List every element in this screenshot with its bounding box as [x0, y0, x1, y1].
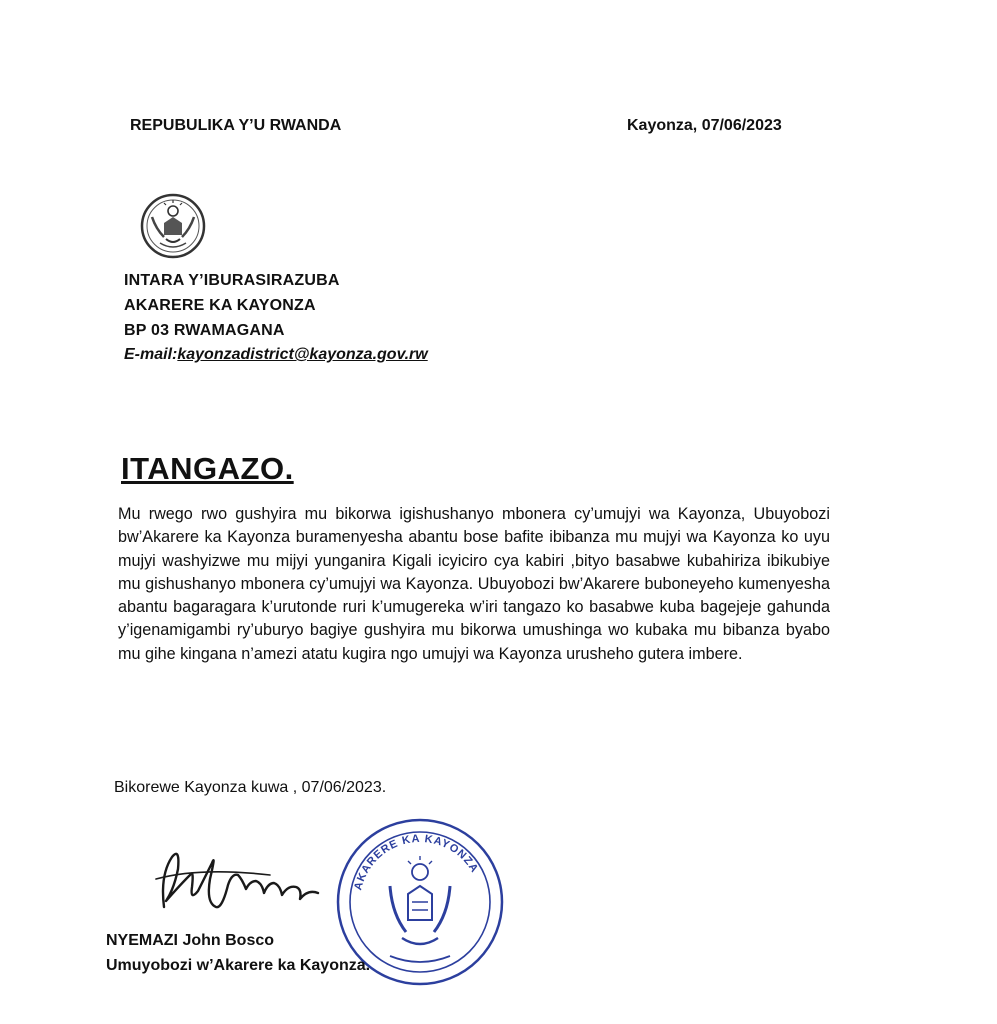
address-province: INTARA Y’IBURASIRAZUBA	[124, 272, 340, 289]
notice-body	[118, 503, 830, 666]
republic-heading: REPUBULIKA Y’U RWANDA	[130, 117, 342, 134]
handwritten-signature	[150, 845, 340, 925]
place-date: Kayonza, 07/06/2023	[627, 117, 782, 134]
notice-title: ITANGAZO.	[121, 451, 294, 486]
signer-title: Umuyobozi w’Akarere ka Kayonza.	[106, 957, 371, 974]
email-link[interactable]: kayonzadistrict@kayonza.gov.rw	[177, 346, 428, 363]
address-po-box: BP 03 RWAMAGANA	[124, 322, 285, 339]
stamp-text: AKARERE KA KAYONZA	[352, 832, 481, 892]
notice-body-text: Mu rwego rwo gushyira mu bikorwa igishushanyo mbonera cy’umujyi wa Kayonza, Ubuyobozi bw’Akarere ka Kayonza buramenyesha abantu bose bafite ibibanza mu mujyi wa Kayonza ko uyu mujyi washyizwe mu mijyi yunganira Kigali icyiciro cya kabiri ,bityo basabwe kubahiriza ibikubiye mu gishushanyo mbonera cy’umujyi wa Kayonza. Ubuyobozi bw’Akarere buboneyeho kumenyesha abantu bagaragara k’urutonde ruri k’umugereka w’iri tangazo ko basabwe kuba bagejeje gahunda y’igenamigambi ry’uburyo bagiye gushyira mu bikorwa umushinga wo kubaka mu bibanza byabo mu gihe kingana n’amezi atatu kugira ngo umujyi wa Kayonza urusheho gutera imbere.	[118, 505, 830, 663]
svg-text:AKARERE KA KAYONZA	[352, 833, 480, 892]
address-district: AKARERE KA KAYONZA	[124, 297, 316, 314]
email-line	[124, 346, 428, 364]
rwanda-coat-of-arms-icon	[130, 193, 216, 259]
signer-name: NYEMAZI John Bosco	[106, 932, 275, 949]
done-at-line: Bikorewe Kayonza kuwa , 07/06/2023.	[114, 779, 387, 796]
email-label: E-mail:	[124, 346, 178, 363]
